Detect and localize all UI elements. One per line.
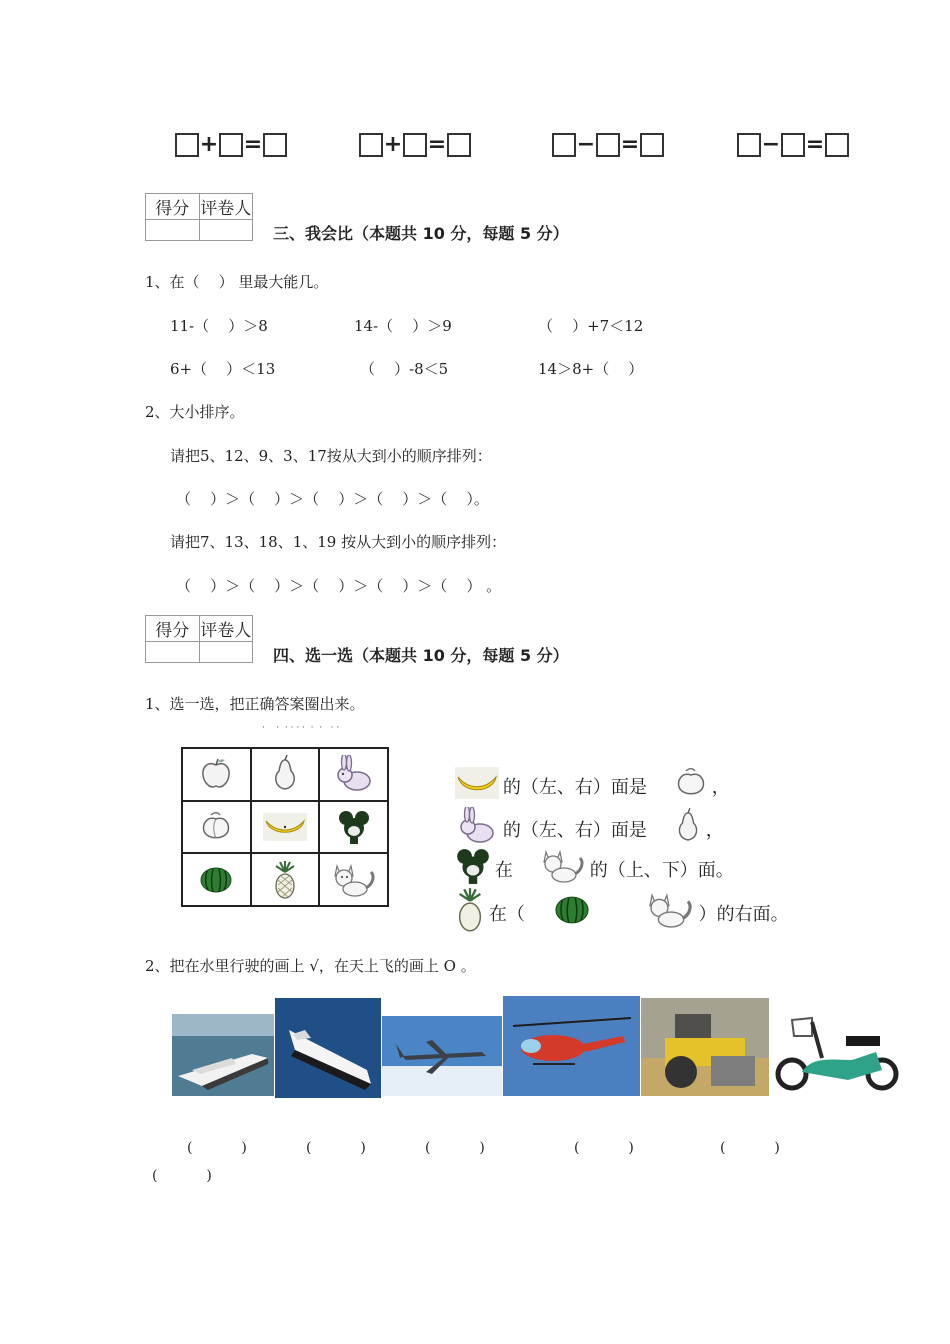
comparison-item: （ ）-8＜5 [360,360,449,378]
equals-sign: = [243,132,263,157]
rabbit-icon[interactable] [319,748,388,801]
comparison-item: 6+（ ）＜13 [170,360,276,378]
answer-box[interactable] [781,133,805,157]
answer-box[interactable] [596,133,620,157]
watermelon-icon [529,874,592,951]
fox-icon [622,870,695,955]
question-text: 1、选一选，把正确答案圈出来。 [145,695,365,713]
comma: ， [711,776,730,798]
comparison-item: （ ）+7＜12 [538,317,644,335]
equals-sign: = [805,132,825,157]
minus-sign: − [761,132,781,157]
equation-1 [175,131,287,159]
score-label: 得分 [146,194,200,220]
comparison-item: 14-（ ）＞9 [354,317,452,335]
answer-box[interactable] [219,133,243,157]
answer-blanks[interactable]: （ ）＞（ ）＞（ ）＞（ ）＞（ ） 。 [176,577,502,595]
answer-box[interactable] [403,133,427,157]
equals-sign: = [427,132,447,157]
answer-box[interactable] [737,133,761,157]
comma: ， [705,819,724,841]
answer-box[interactable] [552,133,576,157]
answer-blank[interactable]: ( ) [425,1140,485,1156]
answer-blanks[interactable]: （ ）＞（ ）＞（ ）＞（ ）＞（ ）。 [176,490,489,508]
pear-icon[interactable] [251,748,320,801]
comparison-item: 14＞8+（ ） [538,360,644,378]
grader-cell[interactable] [199,220,253,241]
score-table [145,193,253,241]
pineapple-icon [432,866,485,959]
statement-text: ）的右面。 [698,903,789,925]
helicopter-photo[interactable] [503,996,640,1096]
statement-text: 的（左、右）面是 [502,776,647,798]
question-text: 2、大小排序。 [145,403,245,421]
banana-icon[interactable] [251,801,320,854]
apple-icon[interactable] [182,748,251,801]
answer-box[interactable] [447,133,471,157]
statement-text: 的（左、右）面是 [502,819,647,841]
statement-text: 在 [494,859,513,881]
grader-label: 评卷人 [199,616,253,642]
equals-sign: = [620,132,640,157]
comparison-item: 11-（ ）＞8 [170,317,268,335]
airplane-photo[interactable] [382,1016,502,1096]
statement-4 [432,866,789,959]
question-text: 2、把在水里行驶的画上 √，在天上飞的画上 O 。 [145,957,476,975]
scooter-photo[interactable] [772,996,906,1096]
section4-title: 四、选一选（本题共 10 分，每题 5 分） [273,646,569,665]
equation-3 [552,131,664,159]
statement-text: 的（上、下）面。 [589,859,734,881]
answer-blank[interactable]: ( ) [152,1168,212,1184]
score-label: 得分 [146,616,200,642]
score-table [145,615,253,663]
fox-icon[interactable] [319,853,388,906]
equation-2 [359,131,471,159]
peach-icon[interactable] [182,801,251,854]
answer-box[interactable] [359,133,383,157]
answer-blank[interactable]: ( ) [187,1140,247,1156]
dots-artifact: · · · · · · · · · · [262,723,340,733]
section3-title: 三、我会比（本题共 10 分，每题 5 分） [273,224,569,243]
answer-box[interactable] [175,133,199,157]
question-text: 1、在（ ） 里最大能几。 [145,273,329,291]
answer-box[interactable] [640,133,664,157]
score-cell[interactable] [146,220,200,241]
ship-photo[interactable] [172,1014,274,1096]
answer-box[interactable] [825,133,849,157]
road-roller-photo[interactable] [641,998,769,1096]
plus-sign: + [199,132,219,157]
answer-blank[interactable]: ( ) [306,1140,366,1156]
answer-blank[interactable]: ( ) [720,1140,780,1156]
answer-blank[interactable]: ( ) [574,1140,634,1156]
statement-text: 在（ [488,903,525,925]
answer-box[interactable] [263,133,287,157]
score-cell[interactable] [146,642,200,663]
grader-cell[interactable] [199,642,253,663]
mouse-icon[interactable] [319,801,388,854]
plus-sign: + [383,132,403,157]
minus-sign: − [576,132,596,157]
grader-label: 评卷人 [199,194,253,220]
equation-4 [737,131,849,159]
pineapple-icon[interactable] [251,853,320,906]
cargo-ship-photo[interactable] [275,998,381,1098]
instruction-text: 请把5、12、9、3、17按从大到小的顺序排列： [170,447,492,465]
picture-grid [181,747,389,907]
instruction-text: 请把7、13、18、1、19 按从大到小的顺序排列： [170,533,507,551]
watermelon-icon[interactable] [182,853,251,906]
